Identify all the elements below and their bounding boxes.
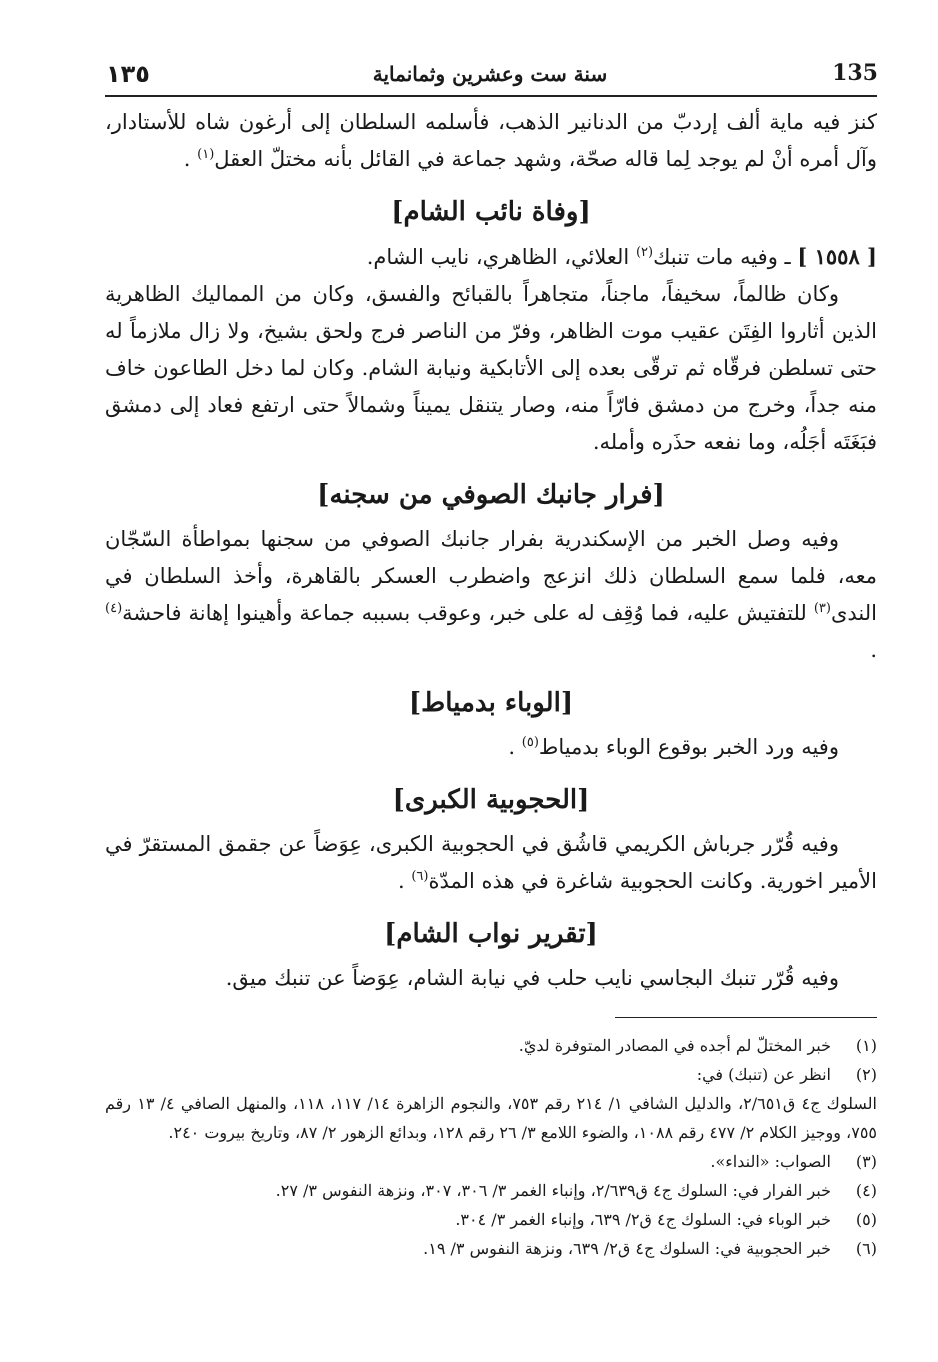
footnote-ref-3: (٣) bbox=[813, 601, 831, 616]
footnote-ref-5: (٥) bbox=[521, 735, 539, 750]
footnote-1 bbox=[105, 1031, 877, 1060]
footnote-text: خبر الحجوبية في: السلوك ج٤ ق٢/ ٦٣٩، ونزهة النفوس ٣/ ١٩. bbox=[423, 1239, 831, 1258]
paragraph-3-mid: للتفتيش عليه، فما وُقِف له على خبر، وعوقب بسببه جماعة وأهينوا إهانة فاحشة bbox=[122, 601, 807, 625]
footnote-number: (٥) bbox=[855, 1210, 877, 1229]
paragraph-1-end: . bbox=[183, 147, 191, 171]
paragraph-4-end: . bbox=[508, 735, 516, 759]
footnote-2 bbox=[105, 1060, 877, 1089]
entry-1558 bbox=[105, 238, 877, 276]
section-heading-2: [فرار جانبك الصوفي من سجنه] bbox=[317, 480, 665, 510]
footnotes bbox=[105, 1031, 877, 1263]
paragraph-2: وكان ظالماً، سخيفاً، ماجناً، متجاهراً بالقبائح والفسق، وكان من المماليك الظاهرية الذين أثاروا الفِتَن عقيب موت الظاهر، وفرّ من الناصر فرج ولحق بشيخ، ولا زال ملازماً له حتى تسلطن فرقّاه ثم ترقّى بعده إلى الأتابكية ونيابة الشام. وكان لما دخل الطاعون خاف منه جداً، وخرج من دمشق فارّاً منه، وصار يتنقل يميناً وشمالاً حتى ارتفع فعاد إلى دمشق فبَغَتَه أجَلُه، وما نفعه حذَره وأمله. bbox=[105, 282, 877, 454]
footnote-text: خبر الفرار في: السلوك ج٤ ق٢/٦٣٩، وإنباء الغمر ٣/ ٣٠٦، ٣٠٧، ونزهة النفوس ٣/ ٢٧. bbox=[275, 1181, 831, 1200]
section-heading-3: [الوباء بدمياط] bbox=[408, 688, 574, 718]
footnote-text: خبر المختلّ لم أجده في المصادر المتوفرة لديّ. bbox=[518, 1036, 831, 1055]
running-title: سنة ست وعشرين وثمانماية bbox=[372, 62, 608, 86]
footnote-2-continuation: السلوك ج٤ ق٢/٦٥١، والدليل الشافي ١/ ٢١٤ رقم ٧٥٣، والنجوم الزاهرة ١٤/ ١١٧، ١١٨، والمنهل الصافي ٤/ ١٣ رقم ٧٥٥، ووجيز الكلام ٢/ ٤٧٧ رقم ١٠٨٨، والضوء اللامع ٣/ ٢٦ رقم ١٢٨، وبدائع الزهور ٢/ ٨٧، وتاريخ بيروت ٢٤٠. bbox=[105, 1094, 877, 1142]
footnotes-rule bbox=[615, 1017, 877, 1018]
paragraph-3-pre: وفيه وصل الخبر من الإسكندرية بفرار جانبك الصوفي من سجنها بمواطأة السّجّان معه، فلما سمع السلطان ذلك انزعج واضطرب العسكر بالقاهرة، وأخذ السلطان في الندى bbox=[105, 527, 877, 625]
page-number-arabic: ١٣٥ bbox=[106, 60, 150, 88]
paragraph-5-text: وفيه قُرّر جرباش الكريمي قاشُق في الحجوبية الكبرى، عِوَضاً عن جقمق المستقرّ في الأمير اخورية. وكانت الحجوبية شاغرة في هذه المدّة bbox=[105, 832, 877, 893]
entry-number: [ ١٥٥٨ ] bbox=[797, 244, 877, 269]
paragraph-5-end: . bbox=[397, 869, 405, 893]
footnote-3 bbox=[105, 1147, 877, 1176]
footnote-5 bbox=[105, 1205, 877, 1234]
header-rule bbox=[105, 95, 877, 97]
footnote-text: انظر عن (تنبك) في: bbox=[696, 1065, 831, 1084]
paragraph-3-end: . bbox=[870, 638, 877, 662]
paragraph-4 bbox=[105, 729, 877, 766]
paragraph-1 bbox=[105, 104, 877, 178]
main-text bbox=[105, 104, 877, 997]
footnote-6 bbox=[105, 1234, 877, 1263]
section-heading-5: [تقرير نواب الشام] bbox=[384, 919, 598, 949]
footnote-ref-4: (٤) bbox=[105, 601, 123, 616]
footnote-text: الصواب: «النداء». bbox=[710, 1152, 831, 1171]
footnote-text: خبر الوباء في: السلوك ج٤ ق٢/ ٦٣٩، وإنباء الغمر ٣/ ٣٠٤. bbox=[455, 1210, 831, 1229]
footnote-number: (٦) bbox=[855, 1239, 877, 1258]
paragraph-4-text: وفيه ورد الخبر بوقوع الوباء بدمياط bbox=[538, 735, 839, 759]
footnote-ref-6: (٦) bbox=[411, 869, 429, 884]
page-number-latin: 135 bbox=[832, 60, 878, 86]
paragraph-1-text: كنز فيه ماية ألف إردبّ من الدنانير الذهب، فأسلمه السلطان إلى أرغون شاه للأستادار، وآل أمره أنْ لم يوجد لِما قاله صحّة، وشهد جماعة في القائل بأنه مختلّ العقل bbox=[105, 110, 877, 171]
footnote-number: (٤) bbox=[855, 1181, 877, 1200]
section-heading-4: [الحجوبية الكبرى] bbox=[392, 785, 590, 815]
footnote-number: (٢) bbox=[855, 1065, 877, 1084]
footnote-ref-1: (١) bbox=[197, 147, 215, 162]
footnote-number: (١) bbox=[855, 1036, 877, 1055]
page-header bbox=[100, 58, 880, 92]
footnote-ref-2: (٢) bbox=[635, 245, 654, 260]
section-heading-1: [وفاة نائب الشام] bbox=[391, 197, 591, 227]
entry-text-pre: ـ وفيه مات تنبك bbox=[653, 245, 791, 269]
entry-text-post: العلائي، الظاهري، نايب الشام. bbox=[366, 245, 630, 269]
footnote-4 bbox=[105, 1176, 877, 1205]
footnote-number: (٣) bbox=[855, 1152, 877, 1171]
paragraph-5 bbox=[105, 826, 877, 900]
paragraph-3 bbox=[105, 521, 877, 669]
paragraph-6: وفيه قُرّر تنبك البجاسي نايب حلب في نيابة الشام، عِوَضاً عن تنبك ميق. bbox=[225, 966, 839, 990]
